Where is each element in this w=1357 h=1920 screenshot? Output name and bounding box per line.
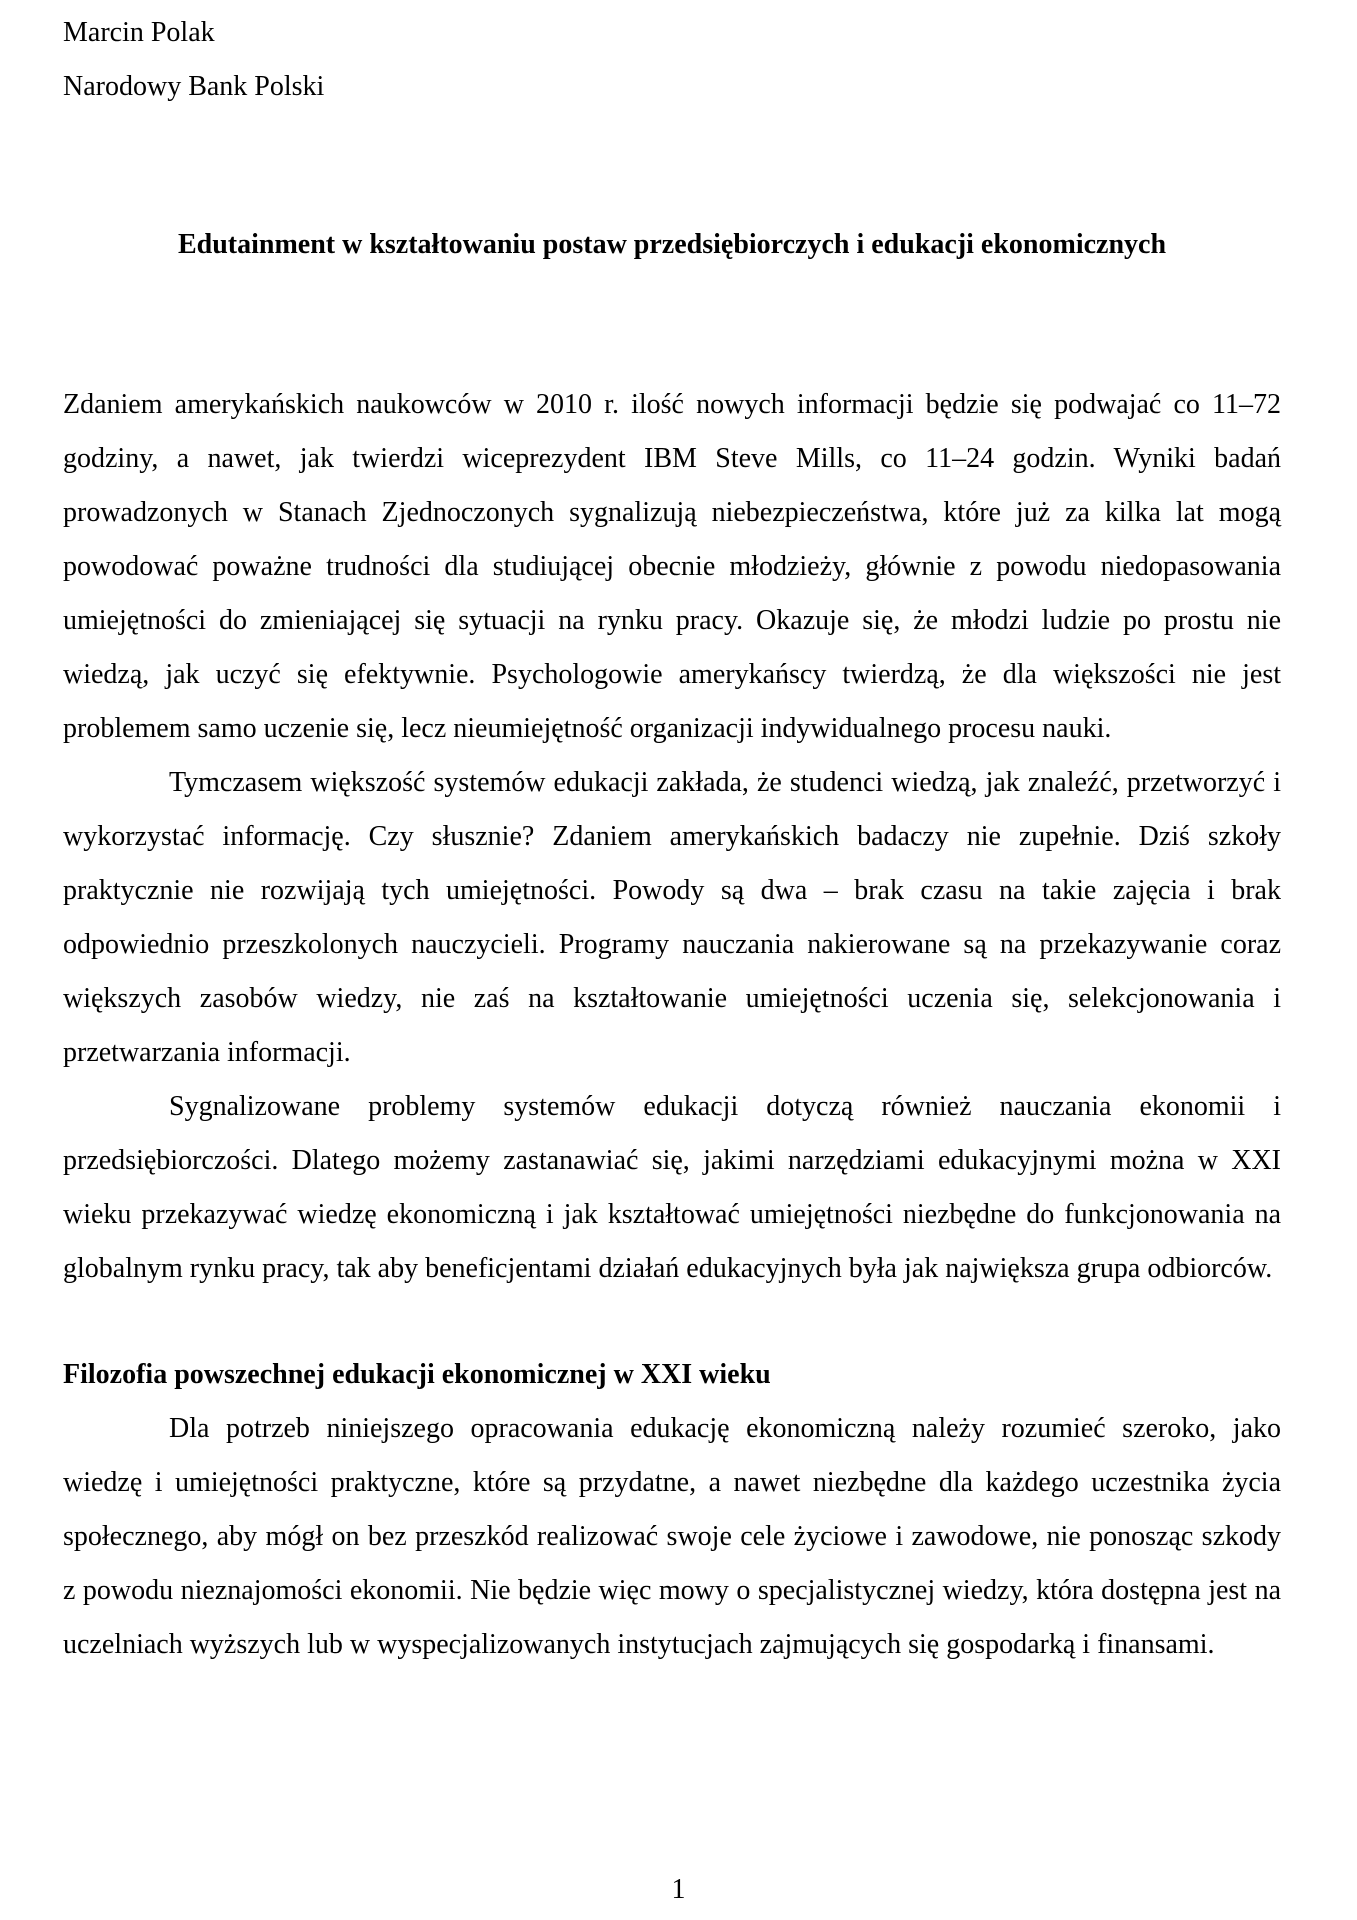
document-title: Edutainment w kształtowaniu postaw przedsiębiorczych i edukacji ekonomicznych [177, 229, 1167, 260]
byline [63, 6, 1281, 114]
section-heading: Filozofia powszechnej edukacji ekonomicznej w XXI wieku [63, 1359, 771, 1390]
author-name: Marcin Polak [63, 17, 215, 48]
page-number: 1 [671, 1874, 686, 1905]
paragraph-intro: Zdaniem amerykańskich naukowców w 2010 r. ilość nowych informacji będzie się podwajać co 11–72 godziny, a nawet, jak twierdzi wiceprezydent IBM Steve Mills, co 11–24 godzin. Wyniki badań prowadzonych w Stanach Zjednoczonych sygnalizują niebezpieczeństwa, które już za kilka lat mogą powodować poważne trudności dla studiującej obecnie młodzieży, głównie z powodu niedopasowania umiejętności do zmieniającej się sytuacji na rynku pracy. Okazuje się, że młodzi ludzie po prostu nie wiedzą, jak uczyć się efektywnie. Psychologowie amerykańscy twierdzą, że dla większości nie jest problemem samo uczenie się, lecz nieumiejętność organizacji indywidualnego procesu nauki. [63, 389, 1281, 744]
paragraph-economic-education-definition: Dla potrzeb niniejszego opracowania edukację ekonomiczną należy rozumieć szeroko, jako wiedzę i umiejętności praktyczne, które są przydatne, a nawet niezbędne dla każdego uczestnika życia społecznego, aby mógł on bez przeszkód realizować swoje cele życiowe i zawodowe, nie ponosząc szkody z powodu nieznajomości ekonomii. Nie będzie więc mowy o specjalistycznej wiedzy, która dostępna jest na uczelniach wyższych lub w wyspecjalizowanych instytucjach zajmujących się gospodarką i finansami. [63, 1413, 1281, 1660]
author-affiliation: Narodowy Bank Polski [63, 71, 325, 102]
paragraph-economics-teaching: Sygnalizowane problemy systemów edukacji dotyczą również nauczania ekonomii i przedsiębiorczości. Dlatego możemy zastanawiać się, jakimi narzędziami edukacyjnymi można w XXI wieku przekazywać wiedzę ekonomiczną i jak kształtować umiejętności niezbędne do funkcjonowania na globalnym rynku pracy, tak aby beneficjentami działań edukacyjnych była jak największa grupa odbiorców. [63, 1091, 1281, 1284]
paragraph-education-systems: Tymczasem większość systemów edukacji zakłada, że studenci wiedzą, jak znaleźć, przetworzyć i wykorzystać informację. Czy słusznie? Zdaniem amerykańskich badaczy nie zupełnie. Dziś szkoły praktycznie nie rozwijają tych umiejętności. Powody są dwa – brak czasu na takie zajęcia i brak odpowiednio przeszkolonych nauczycieli. Programy nauczania nakierowane są na przekazywanie coraz większych zasobów wiedzy, nie zaś na kształtowanie umiejętności uczenia się, selekcjonowania i przetwarzania informacji. [63, 767, 1281, 1068]
